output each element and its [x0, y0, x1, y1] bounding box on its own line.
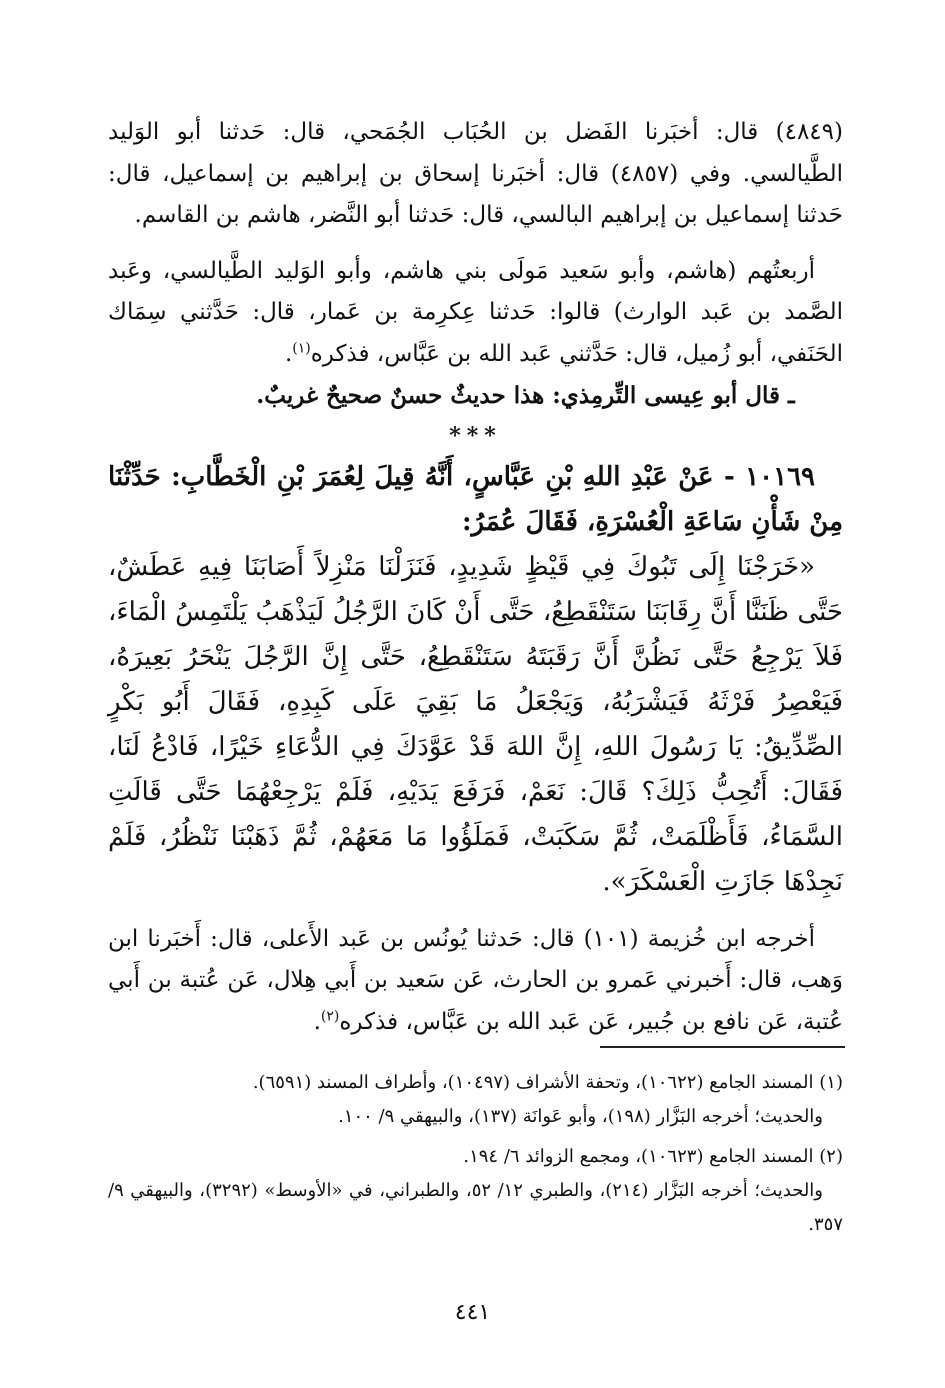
footnote-ref-2[interactable]: (٢)	[320, 1007, 340, 1024]
takhrij-paragraph	[108, 919, 843, 1044]
isnad-paragraph-2-end: .	[284, 340, 293, 367]
footnote-2-line-1: (٢) المسند الجامع (١٠٦٢٣)، ومجمع الزوائد ٦/ ١٩٤.	[463, 1146, 843, 1167]
hadith-number: ١٠١٦٩ -	[723, 461, 815, 492]
takhrij-paragraph-end: .	[313, 1008, 321, 1035]
footnotes	[108, 1066, 843, 1242]
takhrij-paragraph-text: أخرجه ابن خُزيمة (١٠١) قال: حَدثنا يُونُس بن عَبد الأَعلى، قال: أَخبَرنا ابن وَهب، قال: أَخبرني عَمرو بن الحارث، عَن سَعيد بن أَبي هِلال، عَن عُتبة بن أَبي عُتبة، عَن نافع بن جُبير، عَن عَبد الله بن عَبَّاس، فذكره	[108, 925, 843, 1035]
isnad-paragraph-2	[108, 251, 843, 376]
tirmidhi-note: ـ قال أبو عِيسى التِّرمِذي: هذا حديثٌ حسنٌ صحيحٌ غريبٌ.	[256, 382, 795, 409]
footnote-1-line-2: والحديث؛ أخرجه البَزَّار (١٩٨)، وأبو عَوانَة (١٣٧)، والبيهقي ٩/ ١٠٠.	[338, 1106, 823, 1127]
hadith-text: «خَرَجْنَا إِلَى تَبُوكَ فِي قَيْظٍ شَدِيدٍ، فَنَزَلْنَا مَنْزِلاً أَصَابَنَا فِيهِ عَطَشٌ، حَتَّى ظَنَنَّا أَنَّ رِقَابَنَا سَتَنْقَطِعُ، حَتَّى أَنْ كَانَ الرَّجُلُ لَيَذْهَبُ يَلْتَمِسُ الْمَاءَ، فَلاَ يَرْجِعُ حَتَّى نَظُنَّ أَنَّ رَقَبَتَهُ سَتَنْقَطِعُ، حَتَّى إِنَّ الرَّجُلَ يَنْحَرُ بَعِيرَهُ، فَيَعْصِرُ فَرْثَهُ فَيَشْرَبُهُ، وَيَجْعَلُ مَا بَقِيَ عَلَى كَبِدِهِ، فَقَالَ أَبُو بَكْرٍ الصِّدِّيقُ: يَا رَسُولَ اللهِ، إِنَّ اللهَ قَدْ عَوَّدَكَ فِي الدُّعَاءِ خَيْرًا، فَادْعُ لَنَا، فَقَالَ: أَتُحِبُّ ذَلِكَ؟ قَالَ: نَعَمْ، فَرَفَعَ يَدَيْهِ، فَلَمْ يَرْجِعْهُمَا حَتَّى قَالَتِ السَّمَاءُ، فَأَظْلَمَتْ، ثُمَّ سَكَبَتْ، فَمَلَؤُوا مَا مَعَهُمْ، ثُمَّ ذَهَبْنَا نَنْظُرُ، فَلَمْ نَجِدْهَا جَازَتِ الْعَسْكَرَ».	[108, 551, 844, 897]
footnote-1-line-1: (١) المسند الجامع (١٠٦٢٢)، وتحفة الأشراف (١٠٤٩٧)، وأطراف المسند (٦٥٩١).	[252, 1072, 843, 1093]
hadith-intro: عَنْ عَبْدِ اللهِ بْنِ عَبَّاسٍ، أَنَّهُ قِيلَ لِعُمَرَ بْنِ الْخَطَّابِ: حَدِّثْنَا مِنْ شَأْنِ سَاعَةِ الْعُسْرَةِ، فَقَالَ عُمَرُ:	[108, 461, 843, 537]
main-text	[108, 112, 843, 1043]
isnad-paragraph-1: (٤٨٤٩) قال: أخبَرنا الفَضل بن الحُبَاب الجُمَحي، قال: حَدثنا أبو الوَليد الطَّيالسي. وفي (٤٨٥٧) قال: أخبَرنا إسحاق بن إبراهيم بن إسماعيل، قال: حَدثنا إسماعيل بن إبراهيم البالسي، قال: حَدثنا أبو النَّضر، هاشم بن القاسم.	[108, 119, 844, 228]
footnote-divider	[600, 1046, 845, 1048]
section-separator: ***	[449, 422, 502, 449]
isnad-paragraph-2-text: أربعتُهم (هاشم، وأبو سَعيد مَولَى بني هاشم، وأبو الوَليد الطَّيالسي، وعَبد الصَّمد بن عَبد الوارث) قالوا: حَدثنا عِكرِمة بن عَمار، قال: حَدَّثني سِمَاك الحَنَفي، أبو زُميل، قال: حَدَّثني عَبد الله بن عَبَّاس، فذكره	[108, 257, 843, 367]
hadith-heading	[108, 455, 843, 545]
footnote-2-line-2: والحديث؛ أخرجه البَزَّار (٢١٤)، والطبري ١٢/ ٥٢، والطبراني، في «الأوسط» (٣٢٩٢)، والبيهقي ٩/ ٣٥٧.	[108, 1180, 843, 1235]
page-number: ٤٤١	[454, 1300, 491, 1325]
footnote-ref-1[interactable]: (١)	[292, 339, 311, 356]
